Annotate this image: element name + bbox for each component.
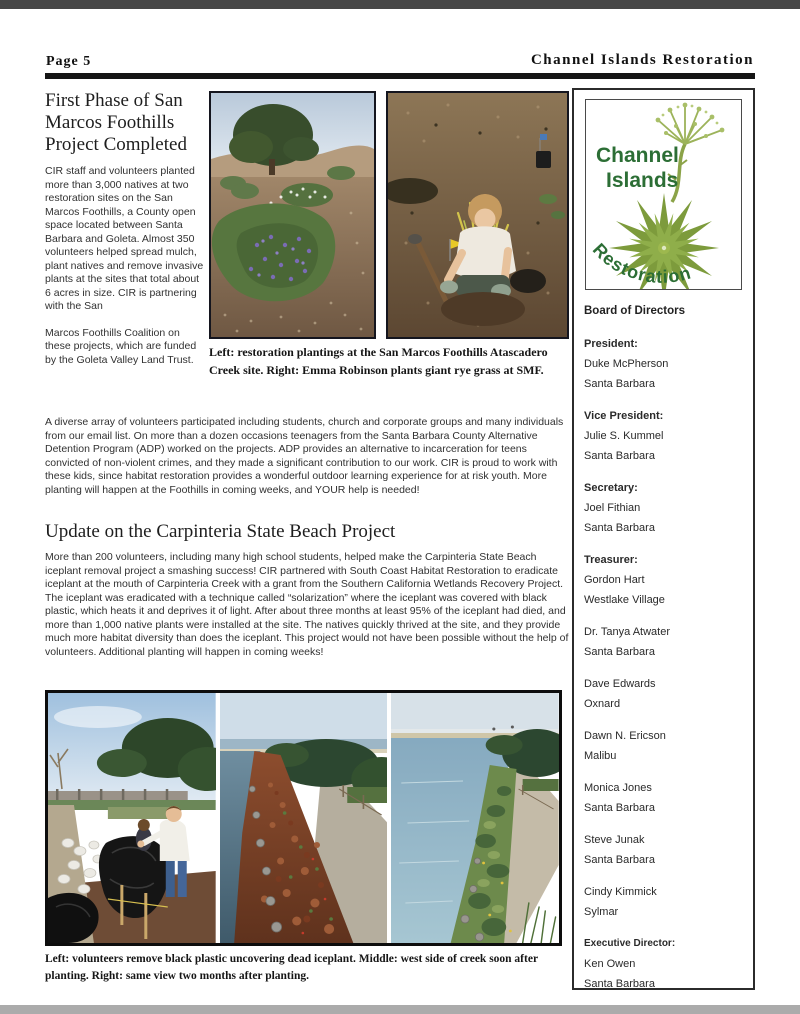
photo-san-marcos-plantings: [209, 91, 376, 339]
board-member-role: Secretary:: [584, 482, 638, 494]
board-member-name: Dawn N. Ericson: [584, 730, 666, 742]
board-member-city: Santa Barbara: [584, 854, 655, 866]
board-member: [584, 550, 743, 610]
article-foothills-intro: CIR staff and volunteers planted more than 3,000 natives at two restoration sites on the San Marcos Foothills, a County open space located between Santa Barbara and Goleta. Almost 350 volunteers helped spread mulch, plant natives and remove invasive plants at the sites that total about 6 acres in size. CIR is partnering with the San: [45, 165, 204, 312]
page-top-border: [0, 0, 800, 9]
board-member: [584, 778, 743, 818]
board-member-role: Treasurer:: [584, 554, 638, 566]
board-member-name: Steve Junak: [584, 834, 645, 846]
bottom-photos-caption: Left: volunteers remove black plastic uncovering dead iceplant. Middle: west side of creek soon after planting. Right: same view two months after planting.: [45, 953, 538, 982]
logo-word-channel: Channel: [596, 144, 679, 167]
volunteers-paragraph: A diverse array of volunteers participated including students, church and corporate groups and many individuals from our email list. On more than a dozen occasions teenagers from the Santa Barbara County Alternative Detention Program (ADP) worked on the projects. ADP provides an alternative to incarceration for teens convicted of non-violent crimes, and they made a significant contribution to our work. CIR is proud to work with these kids, since habitat restoration provides a wonderful outdoor learning experience for at risk youth. More planting will happen at the Foothills in coming weeks, and YOUR help is needed!: [45, 416, 564, 496]
article-carpinteria-title: Update on the Carpinteria State Beach Project: [45, 521, 396, 542]
board-member: [584, 882, 743, 922]
board-member: [584, 406, 743, 466]
organization-logo-box: [585, 99, 742, 290]
board-member-name: Cindy Kimmick: [584, 886, 657, 898]
board-member-role: President:: [584, 338, 638, 350]
board-member: [584, 622, 743, 662]
board-of-directors-heading: Board of Directors: [584, 305, 685, 317]
board-member-name: Ken Owen: [584, 958, 636, 970]
board-member-city: Santa Barbara: [584, 522, 655, 534]
page-bottom-border: [0, 1005, 800, 1014]
board-member: [584, 830, 743, 870]
header-rule: [45, 73, 755, 79]
board-member-city: Santa Barbara: [584, 378, 655, 390]
board-member-city: Oxnard: [584, 698, 621, 710]
channel-islands-restoration-logo: [586, 100, 741, 289]
article-foothills-title: First Phase of San Marcos Foothills Project Completed: [45, 90, 187, 155]
logo-word-restoration: Restoration: [588, 239, 694, 287]
board-member-city: Santa Barbara: [584, 978, 655, 990]
page-number: Page 5: [46, 54, 92, 69]
board-member-city: Santa Barbara: [584, 450, 655, 462]
bottom-photo-strip: [45, 690, 562, 946]
logo-word-islands: Islands: [606, 169, 679, 192]
board-member: [584, 726, 743, 766]
board-member-name: Dave Edwards: [584, 678, 656, 690]
board-member: [584, 674, 743, 714]
board-member: [584, 478, 743, 538]
photo-creek-after-planting: [220, 693, 388, 943]
newsletter-masthead-title: Channel Islands Restoration: [530, 52, 754, 68]
board-member-city: Westlake Village: [584, 594, 665, 606]
sidebar-board-of-directors: [572, 88, 755, 990]
board-member-name: Duke McPherson: [584, 358, 669, 370]
photo-creek-two-months: [391, 693, 559, 943]
photo-volunteers-plastic: [48, 693, 216, 943]
article-carpinteria-body: More than 200 volunteers, including many high school students, helped make the Carpinteria State Beach iceplant removal project a smashing success! CIR partnered with South Coast Habitat Restoration to eradicate iceplant at the mouth of Carpinteria Creek with a grant from the Southern California Wetlands Recovery Project. The iceplant was eradicated with a technique called “solarization” where the iceplant was covered with black plastic, which heats it and deprives it of light. After about three months at least 95% of the iceplant had died, and more than 1,000 native plants were installed at the site. The natives quickly thrived at the site, and they provide much more habitat diversity than does the iceplant. This project would not have been possible without the help of volunteers. Additional planting will happen in coming weeks!: [45, 551, 569, 658]
board-member-city: Santa Barbara: [584, 802, 655, 814]
board-member: [584, 334, 743, 394]
board-member-name: Dr. Tanya Atwater: [584, 626, 671, 638]
board-member-role: Executive Director:: [584, 938, 676, 949]
board-member-city: Sylmar: [584, 906, 619, 918]
board-member-name: Monica Jones: [584, 782, 652, 794]
photo-emma-planting: [386, 91, 569, 339]
article-foothills-column: [45, 90, 205, 367]
top-photos-caption: Left: restoration plantings at the San Marcos Foothills Atascadero Creek site. Right: Emma Robinson plants giant rye grass at SMF.: [209, 345, 548, 377]
board-member-name: Joel Fithian: [584, 502, 641, 514]
board-of-directors-list: [584, 334, 743, 990]
board-member: [584, 934, 743, 990]
board-member-city: Malibu: [584, 750, 617, 762]
board-member-name: Julie S. Kummel: [584, 430, 664, 442]
board-member-city: Santa Barbara: [584, 646, 655, 658]
board-member-name: Gordon Hart: [584, 574, 645, 586]
board-member-role: Vice President:: [584, 410, 664, 422]
article-foothills-intro-continued: Marcos Foothills Coalition on these projects, which are funded by the Goleta Valley Land Trust.: [45, 326, 197, 366]
